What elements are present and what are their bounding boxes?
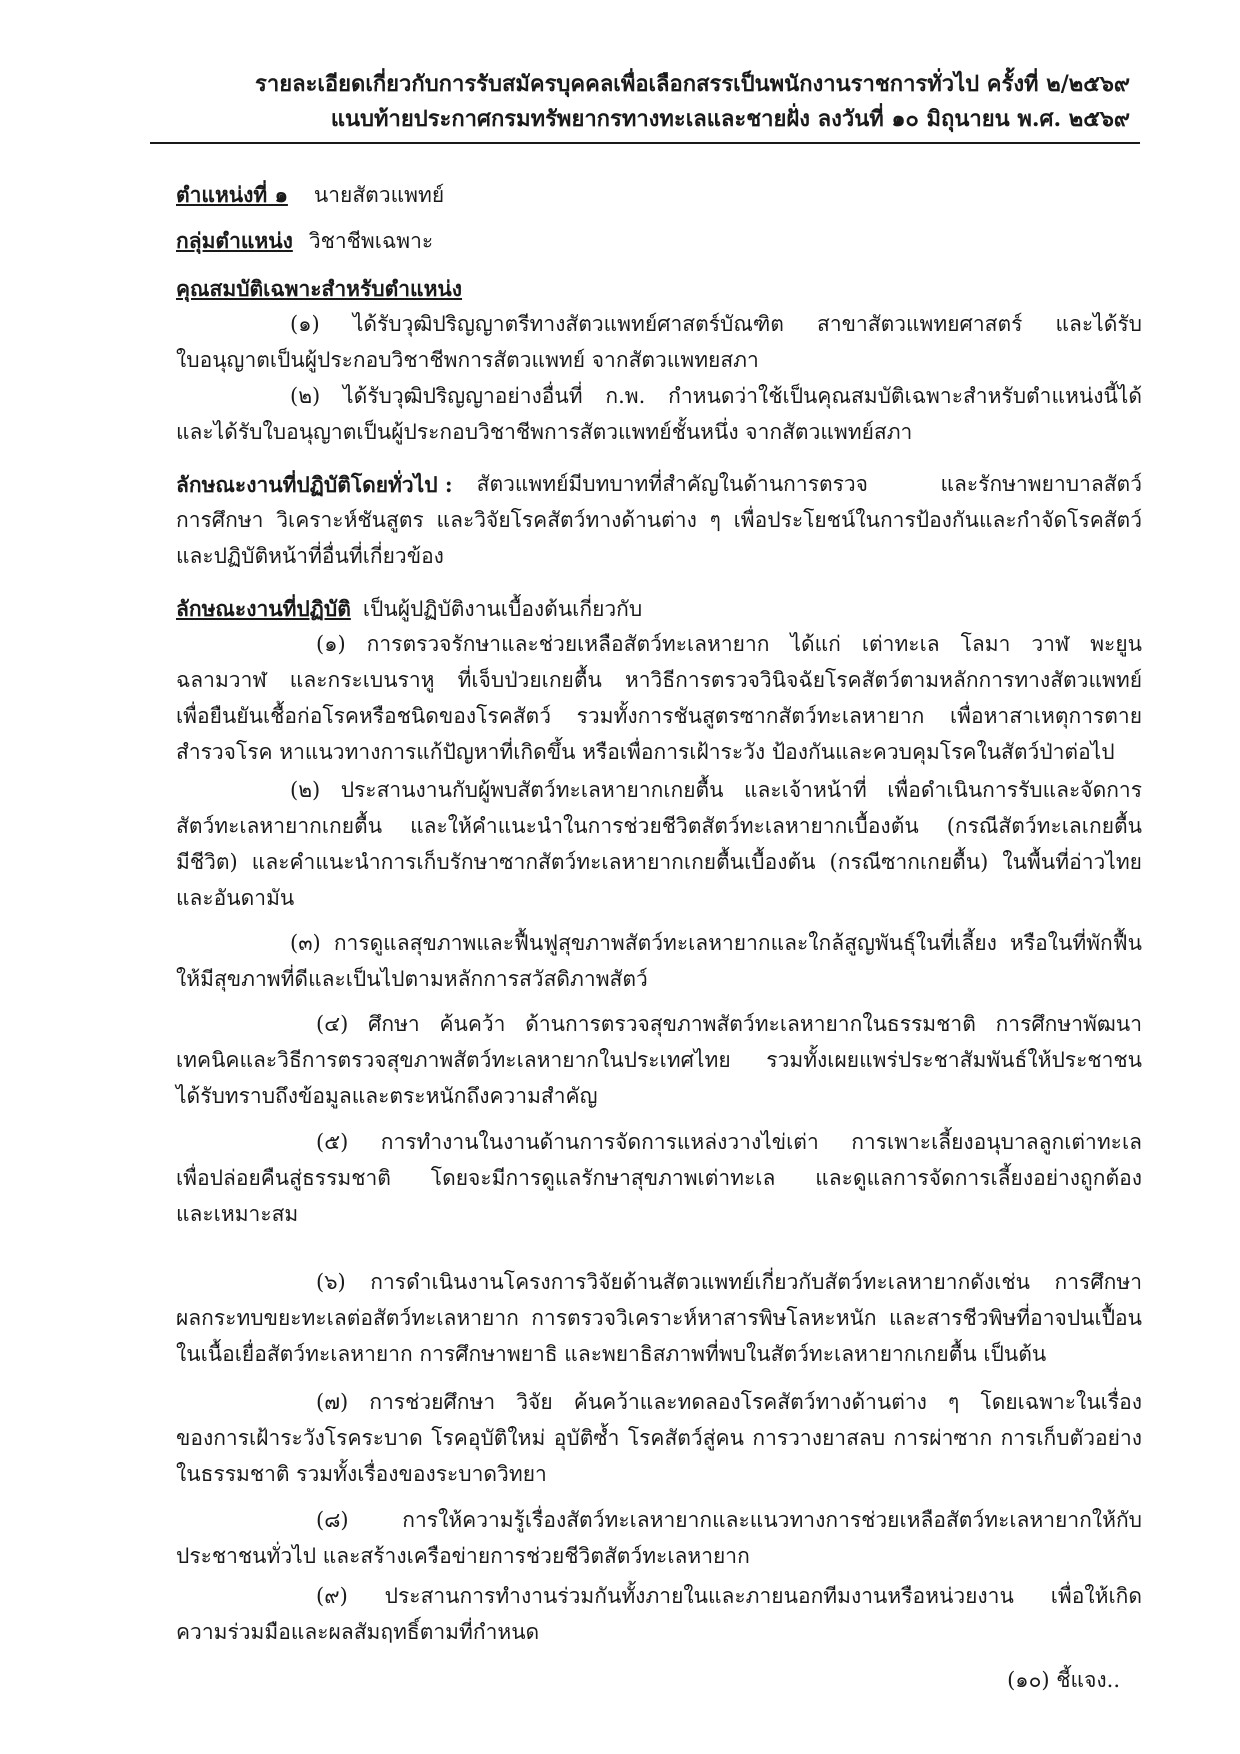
duty-line: (๕) การทำงานในงานด้านการจัดการแหล่งวางไข่เต่า การเพาะเลี้ยงอนุบาลลูกเต่าทะเล [316, 1130, 1142, 1154]
duty-line: (๗) การช่วยศึกษา วิจัย ค้นคว้าและทดลองโรคสัตว์ทางด้านต่าง ๆ โดยเฉพาะในเรื่อง [316, 1390, 1142, 1414]
duty-line: ให้มีสุขภาพที่ดีและเป็นไปตามหลักการสวัสดิภาพสัตว์ [176, 967, 648, 991]
duty-line: เพื่อปล่อยคืนสู่ธรรมชาติ โดยจะมีการดูแลรักษาสุขภาพเต่าทะเล และดูแลการจัดการเลี้ยงอย่างถูกต้อง [176, 1166, 1142, 1190]
duty-line: สำรวจโรค หาแนวทางการแก้ปัญหาที่เกิดขึ้น หรือเพื่อการเฝ้าระวัง ป้องกันและควบคุมโรคในสัตว์ป่าต่อไป [176, 740, 1115, 764]
duty-line: (๖) การดำเนินงานโครงการวิจัยด้านสัตวแพทย์เกี่ยวกับสัตว์ทะเลหายากดังเช่น การศึกษา [316, 1270, 1142, 1294]
duty-line: ในเนื้อเยื่อสัตว์ทะเลหายาก การศึกษาพยาธิ และพยาธิสภาพที่พบในสัตว์ทะเลหายากเกยตื้น เป็นต้น [176, 1342, 1047, 1366]
general-duties-heading: ลักษณะงานที่ปฏิบัติโดยทั่วไป : [176, 472, 453, 497]
duty-line: (๓) การดูแลสุขภาพและฟื้นฟูสุขภาพสัตว์ทะเลหายากและใกล้สูญพันธุ์ในที่เลี้ยง หรือในที่พักฟื้น [290, 931, 1142, 955]
qualifications-heading: คุณสมบัติเฉพาะสำหรับตำแหน่ง [176, 276, 463, 301]
duty-line: (๘) การให้ความรู้เรื่องสัตว์ทะเลหายากและแนวทางการช่วยเหลือสัตว์ทะเลหายากให้กับ [316, 1508, 1142, 1532]
qualification-line: และได้รับใบอนุญาตเป็นผู้ประกอบวิชาชีพการสัตวแพทย์ชั้นหนึ่ง จากสัตวแพทย์สภา [176, 420, 913, 444]
qualification-line: ใบอนุญาตเป็นผู้ประกอบวิชาชีพการสัตวแพทย์ จากสัตวแพทยสภา [176, 348, 759, 372]
qualifications-heading-row [176, 270, 1142, 308]
duties-heading: ลักษณะงานที่ปฏิบัติ [176, 596, 351, 621]
position-row [176, 176, 1142, 214]
duty-line: ความร่วมมือและผลสัมฤทธิ์ตามที่กำหนด [176, 1620, 540, 1644]
group-row [176, 222, 1142, 260]
duty-line: ฉลามวาฬ และกระเบนราหู ที่เจ็บป่วยเกยตื้น หาวิธีการตรวจวินิจฉัยโรคสัตว์ตามหลักการทางสัตวแพทย์ [176, 668, 1142, 692]
duty-line: เพื่อยืนยันเชื้อก่อโรคหรือชนิดของโรคสัตว์ รวมทั้งการชันสูตรซากสัตว์ทะเลหายาก เพื่อหาสาเหตุการตาย [176, 704, 1142, 728]
group-value: วิชาชีพเฉพาะ [308, 229, 434, 253]
duty-line: และเหมาะสม [176, 1202, 299, 1226]
duty-line: ของการเฝ้าระวังโรคระบาด โรคอุบัติใหม่ อุบัติซ้ำ โรคสัตว์สู่คน การวางยาสลบ การผ่าซาก การเก็บตัวอย่าง [176, 1426, 1142, 1450]
document-header-line-1: รายละเอียดเกี่ยวกับการรับสมัครบุคคลเพื่อเลือกสรรเป็นพนักงานราชการทั่วไป ครั้งที่ ๒/๒๕๖๙ [255, 71, 1130, 97]
duty-line: ประชาชนทั่วไป และสร้างเครือข่ายการช่วยชีวิตสัตว์ทะเลหายาก [176, 1544, 750, 1568]
duty-line: ในธรรมชาติ รวมทั้งเรื่องของระบาดวิทยา [176, 1462, 547, 1486]
qualification-line: (๑) ได้รับวุฒิปริญญาตรีทางสัตวแพทย์ศาสตร์บัณฑิต สาขาสัตวแพทยศาสตร์ และได้รับ [290, 312, 1142, 336]
continuation-note: (๑๐) ชี้แจง.. [1007, 1668, 1120, 1692]
document-header-line-2: แนบท้ายประกาศกรมทรัพยากรทางทะเลและชายฝั่ง ลงวันที่ ๑๐ มิถุนายน พ.ศ. ๒๕๖๙ [330, 106, 1130, 132]
header-divider [150, 142, 1140, 144]
qualification-line: (๒) ได้รับวุฒิปริญญาอย่างอื่นที่ ก.พ. กำหนดว่าใช้เป็นคุณสมบัติเฉพาะสำหรับตำแหน่งนี้ได้ [290, 384, 1142, 408]
duty-line: และอันดามัน [176, 886, 295, 910]
general-duties-line: การศึกษา วิเคราะห์ชันสูตร และวิจัยโรคสัตว์ทางด้านต่าง ๆ เพื่อประโยชน์ในการป้องกันและกำจัดโรคสัตว์ [176, 508, 1142, 532]
position-value: นายสัตวแพทย์ [313, 183, 445, 207]
position-label: ตำแหน่งที่ ๑ [176, 182, 288, 207]
duty-line: สัตว์ทะเลหายากเกยตื้น และให้คำแนะนำในการช่วยชีวิตสัตว์ทะเลหายากเบื้องต้น (กรณีสัตว์ทะเลเกยตื้น [176, 814, 1142, 838]
duty-line: (๙) ประสานการทำงานร่วมกันทั้งภายในและภายนอกทีมงานหรือหน่วยงาน เพื่อให้เกิด [316, 1584, 1142, 1608]
duty-line: ได้รับทราบถึงข้อมูลและตระหนักถึงความสำคัญ [176, 1084, 598, 1108]
duties-intro: เป็นผู้ปฏิบัติงานเบื้องต้นเกี่ยวกับ [362, 597, 643, 621]
duty-line: เทคนิคและวิธีการตรวจสุขภาพสัตว์ทะเลหายากในประเทศไทย รวมทั้งเผยแพร่ประชาสัมพันธ์ให้ประชาชน [176, 1048, 1142, 1072]
duty-line: (๒) ประสานงานกับผู้พบสัตว์ทะเลหายากเกยตื้น และเจ้าหน้าที่ เพื่อดำเนินการรับและจัดการ [290, 778, 1142, 802]
duty-line: ผลกระทบขยะทะเลต่อสัตว์ทะเลหายาก การตรวจวิเคราะห์หาสารพิษโลหะหนัก และสารชีวพิษที่อาจปนเปื้อน [176, 1306, 1142, 1330]
group-label: กลุ่มตำแหน่ง [176, 228, 293, 253]
duty-line: (๑) การตรวจรักษาและช่วยเหลือสัตว์ทะเลหายาก ได้แก่ เต่าทะเล โลมา วาฬ พะยูน [316, 632, 1142, 656]
general-duties-line: สัตวแพทย์มีบทบาทที่สำคัญในด้านการตรวจ และรักษาพยาบาลสัตว์ [476, 472, 1142, 496]
duty-line: (๔) ศึกษา ค้นคว้า ด้านการตรวจสุขภาพสัตว์ทะเลหายากในธรรมชาติ การศึกษาพัฒนา [316, 1012, 1142, 1036]
duty-line: มีชีวิต) และคำแนะนำการเก็บรักษาซากสัตว์ทะเลหายากเกยตื้นเบื้องต้น (กรณีซากเกยตื้น) ในพื้นที่อ่าวไทย [176, 850, 1142, 874]
general-duties-row [176, 466, 1142, 503]
duties-heading-row [176, 590, 1142, 628]
general-duties-line: และปฏิบัติหน้าที่อื่นที่เกี่ยวข้อง [176, 544, 444, 568]
